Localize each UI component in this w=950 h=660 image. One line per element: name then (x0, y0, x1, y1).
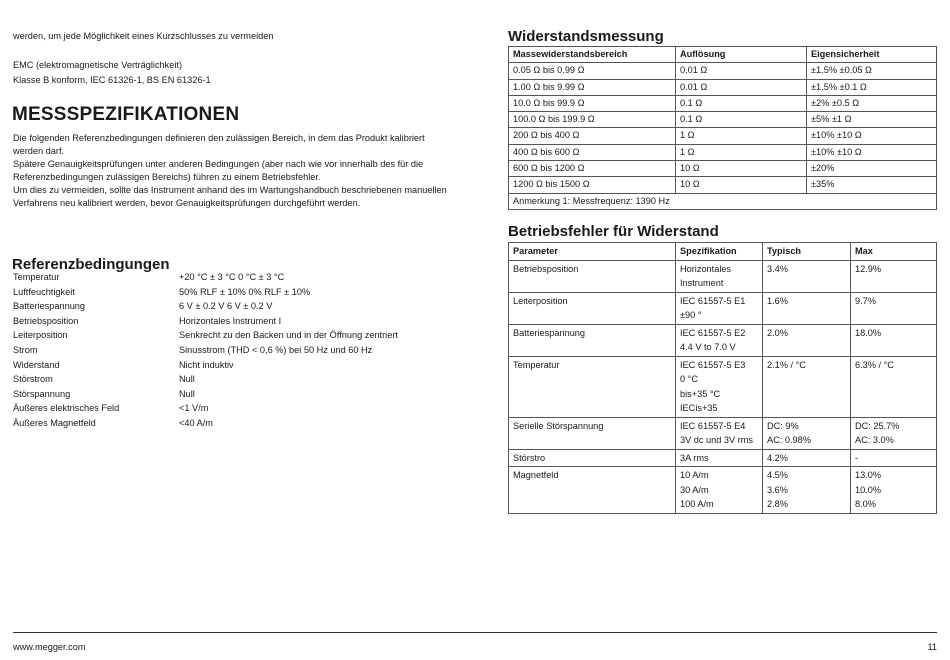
table-row (509, 292, 937, 324)
reference-row (13, 387, 453, 402)
reference-row (13, 299, 453, 314)
reference-row (13, 416, 453, 431)
table-row (509, 417, 937, 449)
cell-line: 13.0% (855, 470, 882, 480)
max-cell (851, 356, 937, 417)
cell-line: 3A rms (680, 452, 709, 463)
reference-row (13, 328, 453, 343)
table-row (509, 356, 937, 417)
column-header: Typisch (763, 243, 851, 261)
operating-error-table (508, 242, 937, 514)
cell-line: Instrument (680, 278, 724, 288)
table-row (509, 177, 937, 193)
cell-line: 30 A/m (680, 484, 709, 495)
reference-value: Senkrecht zu den Backen und in der Öffnung zentriert (179, 330, 398, 341)
typical-cell (763, 324, 851, 356)
reference-row (13, 343, 453, 358)
specification-cell (676, 356, 763, 417)
parameter-cell: Batteriespannung (509, 324, 676, 356)
paragraph-2: Spätere Genauigkeitsprüfungen unter anderen Bedingungen (aber nach wie vor innerhalb des für die Referenzbedingungen zulässigen Bereichs) führen zu einem Betriebsfehler. (13, 159, 424, 182)
table-cell: 600 Ω bis 1200 Ω (509, 161, 676, 177)
reference-value: Horizontales Instrument I (179, 315, 282, 326)
typical-cell (763, 449, 851, 467)
specification-cell (676, 449, 763, 467)
column-header: Massewiderstandsbereich (509, 47, 676, 63)
cell-line: 2.8% (767, 499, 788, 509)
table-cell: ±1.5% ±0.05 Ω (807, 63, 937, 79)
cell-line: 100 A/m (680, 499, 714, 509)
cell-line: 3V dc und 3V rms (680, 435, 754, 445)
typical-cell (763, 417, 851, 449)
section-title-referenzbedingungen: Referenzbedingungen (12, 256, 170, 273)
reference-label: Batteriespannung (13, 301, 86, 312)
reference-value: <40 A/m (179, 418, 213, 428)
table-cell: 0.1 Ω (676, 95, 807, 111)
typical-cell (763, 292, 851, 324)
table-cell: 1 Ω (676, 128, 807, 144)
reference-label: Leiterposition (13, 330, 68, 341)
cell-line: 3.4% (767, 263, 788, 274)
table-cell: ±2% ±0.5 Ω (807, 95, 937, 111)
parameter-cell: Störstro (509, 449, 676, 467)
cell-line: - (855, 452, 859, 463)
resistance-table (508, 46, 937, 210)
cell-line: 10.0% (855, 484, 882, 495)
footer-divider (13, 632, 937, 633)
cell-line: 2.1% / °C (767, 359, 806, 370)
specification-cell (676, 292, 763, 324)
cell-line: 4.2% (767, 452, 788, 463)
table-cell: ±1.5% ±0.1 Ω (807, 79, 937, 95)
cell-line: 8.0% (855, 499, 876, 509)
max-cell (851, 467, 937, 514)
emc-title: EMC (elektromagnetische Verträglichkeit) (13, 60, 183, 70)
table-cell: 100.0 Ω bis 199.9 Ω (509, 112, 676, 128)
cell-line: bis+35 °C IECis+35 (680, 388, 721, 413)
table-cell: ±35% (807, 177, 937, 193)
table-cell: 1200 Ω bis 1500 Ω (509, 177, 676, 193)
section-title-messspezifikationen: MESSSPEZIFIKATIONEN (12, 104, 240, 125)
max-cell (851, 449, 937, 467)
table-cell: 1 Ω (676, 144, 807, 160)
reference-value: +20 °C ± 3 °C 0 °C ± 3 °C (179, 272, 285, 282)
cell-line: 2.0% (767, 327, 788, 338)
reference-label: Strom (13, 345, 38, 355)
reference-label: Betriebsposition (13, 315, 79, 326)
table-row (509, 449, 937, 467)
cell-line: DC: 25.7% (855, 420, 900, 431)
column-header: Parameter (509, 243, 676, 261)
reference-row (13, 401, 453, 416)
reference-value: 6 V ± 0.2 V 6 V ± 0.2 V (179, 301, 273, 312)
table-cell: 0.01 Ω (676, 63, 807, 79)
section-title-widerstandsmessung: Widerstandsmessung (508, 28, 664, 45)
intro-line: werden, um jede Möglichkeit eines Kurzschlusses zu vermeiden (13, 31, 274, 41)
reference-value: Null (179, 374, 195, 385)
table-cell: 0.1 Ω (676, 112, 807, 128)
reference-value: Null (179, 388, 195, 399)
cell-line: 18.0% (855, 327, 882, 338)
table-cell: 0.01 Ω (676, 79, 807, 95)
column-header: Auflösung (676, 47, 807, 63)
table-cell: ±10% ±10 Ω (807, 128, 937, 144)
parameter-cell: Temperatur (509, 356, 676, 417)
max-cell (851, 324, 937, 356)
typical-cell (763, 467, 851, 514)
reference-row (13, 270, 453, 285)
reference-label: Äußeres Magnetfeld (13, 418, 96, 428)
paragraph-3: Um dies zu vermeiden, sollte das Instrument anhand des im Wartungshandbuch beschriebenen manuellen Verfahrens neu kalibriert werden, bevor Genauigkeitsprüfungen durchgeführt werden. (13, 185, 447, 208)
cell-line: AC: 0.98% (767, 435, 811, 445)
specification-cell (676, 260, 763, 292)
reference-row (13, 372, 453, 387)
cell-line: IEC 61557-5 E2 (680, 327, 746, 338)
reference-label: Äußeres elektrisches Feld (13, 403, 120, 414)
cell-line: 1.6% (767, 295, 788, 306)
cell-line: IEC 61557-5 E4 (680, 420, 746, 431)
table-row (509, 324, 937, 356)
max-cell (851, 260, 937, 292)
table-cell: ±20% (807, 161, 937, 177)
reference-value: Nicht induktiv (179, 359, 234, 370)
paragraph-1: Die folgenden Referenzbedingungen definieren den zulässigen Bereich, in dem das Produkt kalibriert werden darf. (13, 133, 425, 156)
reference-row (13, 285, 453, 300)
parameter-cell: Serielle Störspannung (509, 417, 676, 449)
page-number: 11 (927, 642, 937, 652)
table-row (509, 112, 937, 128)
max-cell (851, 417, 937, 449)
table-note: Anmerkung 1: Messfrequenz: 1390 Hz (509, 193, 937, 209)
cell-line: IEC 61557-5 E1 (680, 295, 746, 306)
table-cell: ±10% ±10 Ω (807, 144, 937, 160)
table-cell: 10 Ω (676, 161, 807, 177)
column-header: Max (851, 243, 937, 261)
parameter-cell: Leiterposition (509, 292, 676, 324)
table-row (509, 63, 937, 79)
cell-line: 12.9% (855, 263, 882, 274)
section-title-betriebsfehler: Betriebsfehler für Widerstand (508, 223, 719, 240)
specification-cell (676, 417, 763, 449)
cell-line: AC: 3.0% (855, 435, 894, 445)
table-cell: 1.00 Ω bis 9.99 Ω (509, 79, 676, 95)
table-row (509, 260, 937, 292)
cell-line: ±90 ° (680, 310, 702, 320)
cell-line: DC: 9% (767, 420, 799, 431)
reference-label: Störspannung (13, 388, 71, 399)
reference-value: Sinusstrom (THD < 0,6 %) bei 50 Hz und 60 Hz (179, 345, 373, 355)
table-cell: 10 Ω (676, 177, 807, 193)
table-cell: 400 Ω bis 600 Ω (509, 144, 676, 160)
parameter-cell: Magnetfeld (509, 467, 676, 514)
reference-value: <1 V/m (179, 403, 209, 414)
cell-line: 9.7% (855, 295, 876, 306)
specification-cell (676, 324, 763, 356)
column-header: Spezifikation (676, 243, 763, 261)
emc-compliance: Klasse B konform, IEC 61326-1, BS EN 61326-1 (13, 75, 211, 85)
reference-label: Luftfeuchtigkeit (13, 286, 75, 297)
cell-line: 6.3% / °C (855, 359, 894, 370)
reference-label: Widerstand (13, 359, 60, 370)
table-row (509, 161, 937, 177)
reference-row (13, 358, 453, 373)
cell-line: 0 °C (680, 374, 698, 384)
table-row (509, 95, 937, 111)
reference-label: Temperatur (13, 272, 60, 282)
cell-line: Horizontales (680, 263, 732, 274)
cell-line: IEC 61557-5 E3 (680, 359, 746, 370)
reference-value: 50% RLF ± 10% 0% RLF ± 10% (179, 286, 311, 297)
cell-line: 4.4 V to 7.0 V (680, 342, 736, 352)
table-cell: 10.0 Ω bis 99.9 Ω (509, 95, 676, 111)
footer-url[interactable]: www.megger.com (13, 642, 86, 652)
table-row (509, 128, 937, 144)
table-cell: 0.05 Ω bis 0.99 Ω (509, 63, 676, 79)
reference-label: Störstrom (13, 374, 53, 385)
cell-line: 3.6% (767, 484, 788, 495)
reference-row (13, 314, 453, 329)
table-row (509, 467, 937, 514)
table-note-row (509, 193, 937, 209)
typical-cell (763, 260, 851, 292)
table-row (509, 144, 937, 160)
cell-line: 10 A/m (680, 470, 709, 480)
column-header: Eigensicherheit (807, 47, 937, 63)
specification-cell (676, 467, 763, 514)
parameter-cell: Betriebsposition (509, 260, 676, 292)
table-row (509, 79, 937, 95)
table-cell: 200 Ω bis 400 Ω (509, 128, 676, 144)
max-cell (851, 292, 937, 324)
cell-line: 4.5% (767, 470, 788, 480)
typical-cell (763, 356, 851, 417)
table-cell: ±5% ±1 Ω (807, 112, 937, 128)
